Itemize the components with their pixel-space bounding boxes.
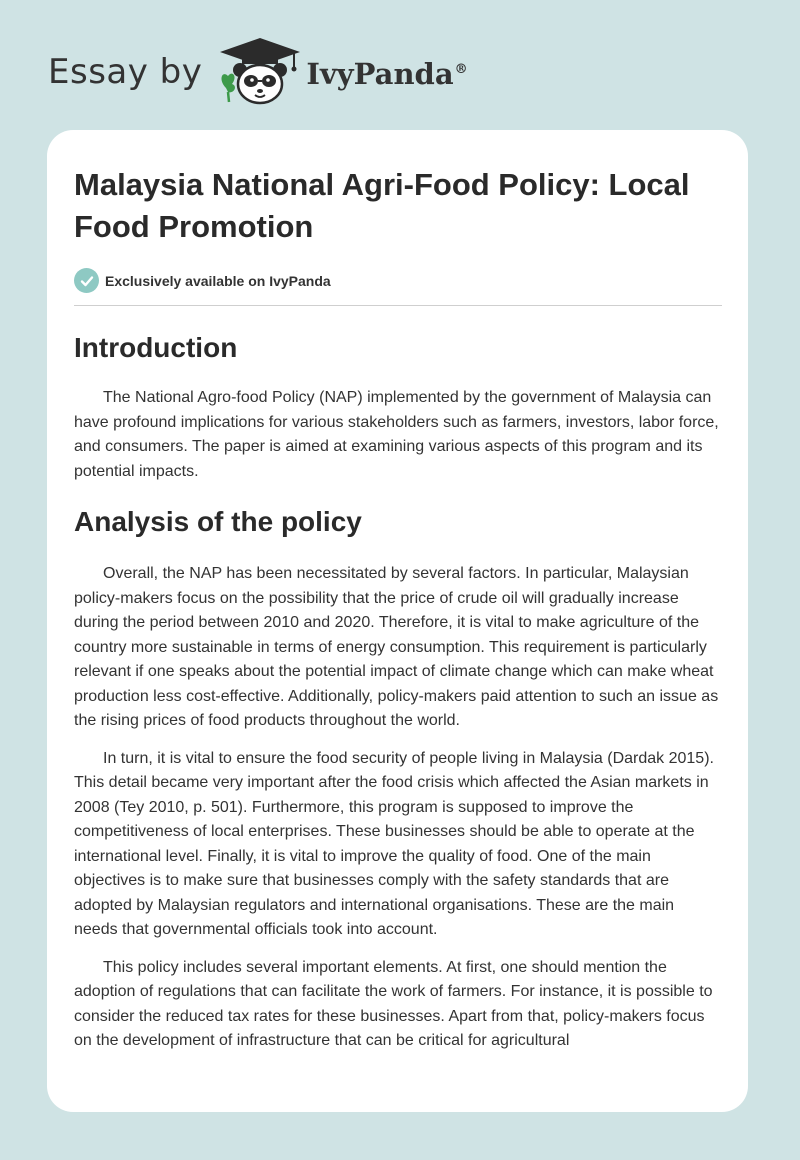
check-icon bbox=[74, 268, 99, 293]
title-divider bbox=[74, 305, 722, 306]
section-heading-analysis: Analysis of the policy bbox=[74, 506, 362, 537]
essay-title: Malaysia National Agri-Food Policy: Local Food Promotion bbox=[74, 167, 690, 244]
intro-paragraph: The National Agro-food Policy (NAP) implemented by the government of Malaysia can have profound implications for various stakeholders such as farmers, investors, labor force, and consumers. The paper is aimed at examining various aspects of this program and its potential impacts. bbox=[74, 389, 719, 480]
ivypanda-logo-icon[interactable] bbox=[216, 36, 304, 108]
analysis-paragraph-2: In turn, it is vital to ensure the food security of people living in Malaysia (Dardak 2015). This detail became very important after the food crisis which affected the Asian markets in 2008 (Tey 2010, p. 501). Furthermore, this program is supposed to improve the competitiveness of local enterprises. These businesses should be able to operate at the international level. Finally, it is vital to improve the quality of food. One of the main objectives is to make sure that businesses comply with the safety standards that are adopted by Malaysian regulators and international organisations. These are the main needs that governmental officials took into account. bbox=[74, 749, 714, 938]
brand-header bbox=[48, 36, 468, 108]
registered-mark: ® bbox=[454, 62, 468, 78]
exclusive-badge-text: Exclusively available on IvyPanda bbox=[105, 272, 331, 289]
exclusive-badge bbox=[74, 268, 722, 293]
brand-prefix: Essay by bbox=[48, 52, 203, 92]
essay-card bbox=[47, 130, 748, 1112]
analysis-paragraph-3: This policy includes several important elements. At first, one should mention the adoption of regulations that can facilitate the work of farmers. For instance, it is possible to consider the reduced tax rates for these businesses. Apart from that, policy-makers focus on the development of infrastructure that can be critical for agricultural bbox=[74, 958, 713, 1049]
brand-name-text: IvyPanda bbox=[306, 57, 454, 91]
section-heading-introduction: Introduction bbox=[74, 332, 238, 363]
brand-name bbox=[306, 57, 467, 91]
analysis-paragraph-1: Overall, the NAP has been necessitated by several factors. In particular, Malaysian policy-makers focus on the possibility that the price of crude oil will gradually increase during the period between 2010 and 2020. Therefore, it is vital to make agriculture of the country more sustainable in terms of energy consumption. This requirement is particularly relevant if one speaks about the potential impact of climate change which can make wheat production less cost-effective. Additionally, policy-makers paid attention to such an issue as the rising prices of food products throughout the world. bbox=[74, 565, 719, 729]
